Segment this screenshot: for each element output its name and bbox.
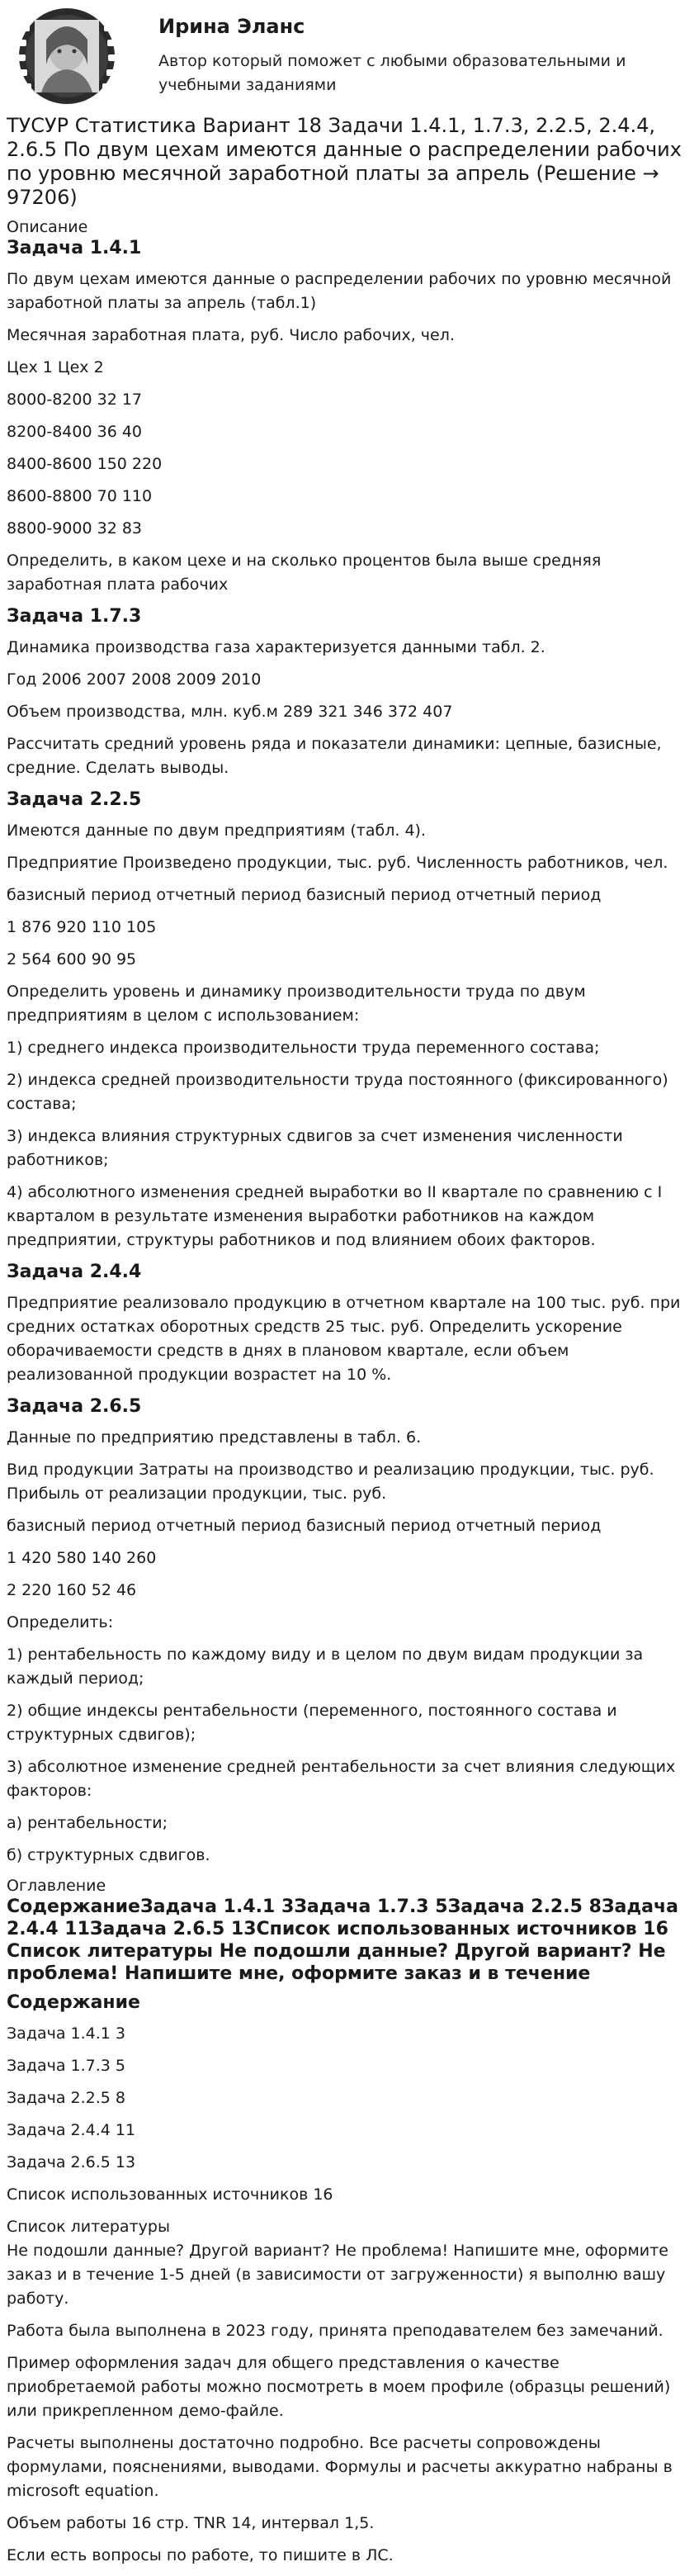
task-paragraph: Объем производства, млн. куб.м 289 321 346 372 407 bbox=[7, 703, 453, 721]
task-paragraph: 3) индекса влияния структурных сдвигов за счет изменения численности работников; bbox=[7, 1127, 623, 1169]
task-paragraph: Определить: bbox=[7, 1613, 114, 1631]
author-description: Автор который поможет с любыми образовательными и учебными заданиями bbox=[158, 52, 626, 94]
literature-paragraph: Не подошли данные? Другой вариант? Не проблема! Напишите мне, оформите заказ и в течение 1-5 дней (в зависимости от загруженности) я выполню вашу работу. bbox=[7, 2242, 668, 2308]
task-paragraph: Год 2006 2007 2008 2009 2010 bbox=[7, 670, 262, 689]
task-paragraph: 1) рентабельность по каждому виду и в целом по двум видам продукции за каждый период; bbox=[7, 1646, 644, 1688]
page-title: ТУСУР Статистика Вариант 18 Задачи 1.4.1, 1.7.3, 2.2.5, 2.4.4, 2.6.5 По двум цехам имеются данные о распределении рабочих по уровню месячной заработной платы за апрель (Решение → 97206) bbox=[7, 114, 682, 209]
tasks-section bbox=[7, 237, 691, 1868]
description-label: Описание bbox=[7, 218, 88, 236]
author-card bbox=[7, 7, 691, 114]
literature-paragraph: Объем работы 16 стр. TNR 14, интервал 1,5. bbox=[7, 2514, 375, 2532]
task-paragraph: базисный период отчетный период базисный период отчетный период bbox=[7, 1517, 602, 1535]
task-paragraph: 8000-8200 32 17 bbox=[7, 391, 142, 409]
task-paragraph: По двум цехам имеются данные о распределении рабочих по уровню месячной заработной платы за апрель (табл.1) bbox=[7, 270, 672, 312]
toc-item[interactable]: Задача 1.4.1 3 bbox=[7, 2024, 125, 2043]
literature-section bbox=[7, 2239, 691, 2568]
literature-paragraph: Работа была выполнена в 2023 году, принята преподавателем без замечаний. bbox=[7, 2322, 664, 2340]
task-heading: Задача 2.6.5 bbox=[7, 1396, 142, 1417]
task-paragraph: базисный период отчетный период базисный период отчетный период bbox=[7, 886, 602, 904]
toc-item[interactable]: Список использованных источников 16 bbox=[7, 2185, 333, 2204]
contents-heading: Содержание bbox=[7, 1992, 140, 2013]
toc-label: Оглавление bbox=[7, 1877, 106, 1895]
task-paragraph: Предприятие реализовало продукцию в отчетном квартале на 100 тыс. руб. при средних остатках оборотных средств 25 тыс. руб. Определить ускорение оборачиваемости средств в днях в плановом квартале, если объем реализованной продукции возрастет на 10 %. bbox=[7, 1294, 681, 1384]
task-paragraph: Динамика производства газа характеризуется данными табл. 2. bbox=[7, 638, 546, 656]
task-paragraph: Цех 1 Цех 2 bbox=[7, 358, 104, 376]
task-paragraph: 8800-9000 32 83 bbox=[7, 519, 142, 537]
toc-summary: СодержаниеЗадача 1.4.1 3Задача 1.7.3 5Задача 2.2.5 8Задача 2.4.4 11Задача 2.6.5 13Список использованных источников 16 Список литературы Не подошли данные? Другой вариант? Не проблема! Напишите мне, оформите заказ и в течение bbox=[7, 1896, 678, 1984]
task-paragraph: Определить уровень и динамику производительности труда по двум предприятиям в целом с использованием: bbox=[7, 983, 586, 1025]
task-heading: Задача 1.7.3 bbox=[7, 606, 142, 627]
task-paragraph: а) рентабельности; bbox=[7, 1814, 168, 1832]
task-paragraph: 2 220 160 52 46 bbox=[7, 1581, 137, 1599]
literature-paragraph: Расчеты выполнены достаточно подробно. Все расчеты сопровождены формулами, пояснениями, выводами. Формулы и расчеты аккуратно набраны в microsoft equation. bbox=[7, 2434, 673, 2500]
task-paragraph: 8600-8800 70 110 bbox=[7, 487, 153, 505]
task-paragraph: 2) индекса средней производительности труда постоянного (фиксированного) состава; bbox=[7, 1071, 668, 1113]
task-paragraph: 2 564 600 90 95 bbox=[7, 950, 137, 968]
task-heading: Задача 2.4.4 bbox=[7, 1262, 142, 1282]
task-paragraph: 3) абсолютное изменение средней рентабельности за счет влияния следующих факторов: bbox=[7, 1758, 676, 1800]
task-paragraph: б) структурных сдвигов. bbox=[7, 1846, 210, 1864]
film-reel-avatar-icon bbox=[7, 7, 127, 106]
literature-paragraph: Если есть вопросы по работе, то пишите в ЛС. bbox=[7, 2546, 394, 2564]
task-heading: Задача 2.2.5 bbox=[7, 789, 142, 810]
task-paragraph: Вид продукции Затраты на производство и реализацию продукции, тыс. руб. Прибыль от реализации продукции, тыс. руб. bbox=[7, 1461, 654, 1503]
task-paragraph: 1 420 580 140 260 bbox=[7, 1549, 157, 1567]
task-paragraph: 8200-8400 36 40 bbox=[7, 423, 142, 441]
author-name[interactable]: Ирина Эланс bbox=[158, 15, 305, 38]
author-info bbox=[158, 7, 691, 97]
toc-list bbox=[7, 2022, 691, 2207]
task-paragraph: Месячная заработная плата, руб. Число рабочих, чел. bbox=[7, 326, 455, 344]
task-paragraph: 4) абсолютного изменения средней выработки во II квартале по сравнению с I кварталом в результате изменения выработки работников на каждом предприятии, структуры работников и под влиянием обоих факторов. bbox=[7, 1183, 663, 1249]
literature-label: Список литературы bbox=[7, 2218, 170, 2236]
toc-item[interactable]: Задача 2.4.4 11 bbox=[7, 2121, 136, 2139]
avatar[interactable] bbox=[7, 7, 127, 106]
task-paragraph: Имеются данные по двум предприятиям (табл. 4). bbox=[7, 822, 426, 840]
task-paragraph: 2) общие индексы рентабельности (переменного, постоянного состава и структурных сдвигов); bbox=[7, 1702, 617, 1744]
toc-item[interactable]: Задача 1.7.3 5 bbox=[7, 2057, 125, 2075]
task-paragraph: Определить, в каком цехе и на сколько процентов была выше средняя заработная плата рабочих bbox=[7, 552, 602, 594]
task-heading: Задача 1.4.1 bbox=[7, 238, 142, 258]
task-paragraph: Рассчитать средний уровень ряда и показатели динамики: цепные, базисные, средние. Сделать выводы. bbox=[7, 735, 662, 777]
task-paragraph: 1 876 920 110 105 bbox=[7, 918, 157, 936]
toc-item[interactable]: Задача 2.6.5 13 bbox=[7, 2153, 136, 2171]
task-paragraph: Данные по предприятию представлены в табл. 6. bbox=[7, 1428, 422, 1447]
task-paragraph: Предприятие Произведено продукции, тыс. руб. Численность работников, чел. bbox=[7, 854, 668, 872]
toc-item[interactable]: Задача 2.2.5 8 bbox=[7, 2089, 125, 2107]
task-paragraph: 8400-8600 150 220 bbox=[7, 455, 163, 473]
task-paragraph: 1) среднего индекса производительности труда переменного состава; bbox=[7, 1039, 600, 1057]
literature-paragraph: Пример оформления задач для общего представления о качестве приобретаемой работы можно посмотреть в моем профиле (образцы решений) или прикрепленном демо-файле. bbox=[7, 2354, 671, 2420]
